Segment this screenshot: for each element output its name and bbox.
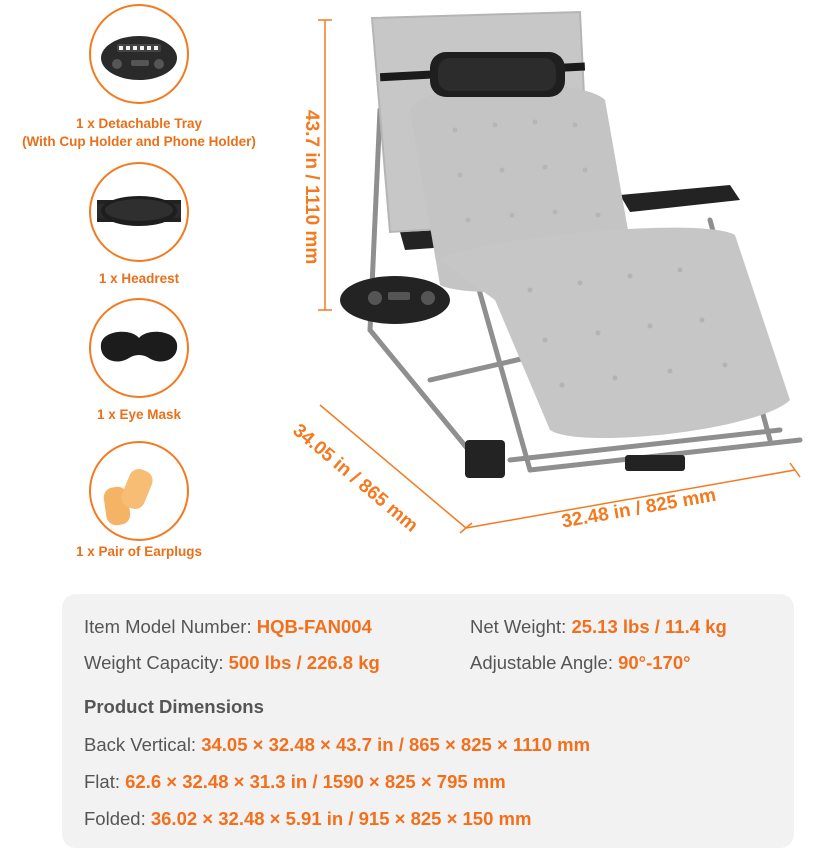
headrest-icon: [91, 164, 187, 260]
depth-dimension-label: 34.05 in / 865 mm: [288, 420, 422, 537]
earplugs-label: 1 x Pair of Earplugs: [75, 544, 203, 559]
height-dimension-label: 43.7 in / 1110 mm: [301, 110, 322, 265]
folded-row: Folded: 36.02 × 32.48 × 5.91 in / 915 × 825 × 150 mm: [84, 808, 532, 829]
net-weight-row: Net Weight: 25.13 lbs / 11.4 kg: [470, 616, 727, 637]
back-vertical-row: Back Vertical: 34.05 × 32.48 × 43.7 in / 865 × 825 × 1110 mm: [84, 734, 591, 755]
product-dimensions-heading: Product Dimensions: [84, 696, 264, 717]
adjustable-angle-row: Adjustable Angle: 90°-170°: [470, 652, 691, 673]
tray-icon: [91, 6, 187, 102]
earplugs-icon: [91, 443, 187, 539]
eye-mask-label: 1 x Eye Mask: [96, 407, 182, 422]
eye-mask-icon: [91, 300, 187, 396]
chair-illustration: [280, 0, 817, 590]
model-number-row: Item Model Number: HQB-FAN004: [84, 616, 372, 637]
width-dimension-label: 32.48 in / 825 mm: [560, 484, 718, 533]
flat-row: Flat: 62.6 × 32.48 × 31.3 in / 1590 × 825 × 795 mm: [84, 771, 506, 792]
tray-accessory-circle: [89, 4, 189, 104]
weight-capacity-row: Weight Capacity: 500 lbs / 226.8 kg: [84, 652, 380, 673]
earplugs-accessory-circle: [89, 441, 189, 541]
tray-label: 1 x Detachable Tray (With Cup Holder and Phone Holder): [22, 116, 256, 149]
headrest-label: 1 x Headrest: [98, 271, 180, 286]
headrest-accessory-circle: [89, 162, 189, 262]
eye-mask-accessory-circle: [89, 298, 189, 398]
spec-panel: [62, 594, 794, 848]
